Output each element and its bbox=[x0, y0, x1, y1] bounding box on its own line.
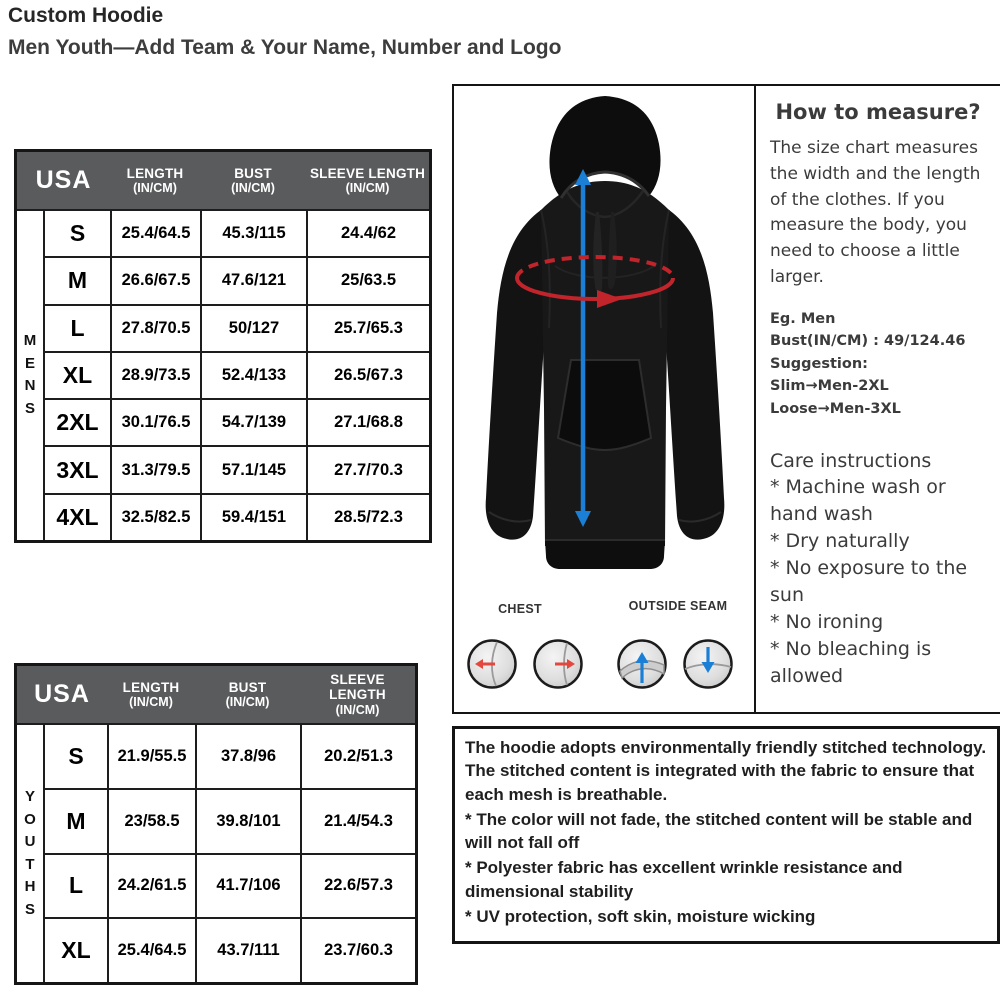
length-cell: 26.6/67.5 bbox=[110, 256, 200, 303]
sleeve-cell: 27.7/70.3 bbox=[306, 445, 429, 492]
suggestion-line: Eg. Men bbox=[770, 310, 836, 327]
length-cell: 25.4/64.5 bbox=[110, 209, 200, 256]
hoodie-measure-panel bbox=[452, 84, 756, 714]
bust-cell: 59.4/151 bbox=[200, 493, 306, 540]
suggestion-line: Suggestion: bbox=[770, 355, 868, 372]
length-cell: 32.5/82.5 bbox=[110, 493, 200, 540]
outside-seam-up-icon bbox=[616, 638, 668, 690]
header-unit: (IN/CM) bbox=[225, 695, 270, 710]
product-description-box bbox=[452, 726, 1000, 944]
size-cell: L bbox=[43, 853, 107, 918]
size-cell: S bbox=[43, 209, 110, 256]
sleeve-cell: 23.7/60.3 bbox=[300, 917, 415, 982]
length-cell: 23/58.5 bbox=[107, 788, 195, 853]
header-label: BUST bbox=[234, 165, 272, 181]
header-label: BUST bbox=[228, 679, 267, 695]
size-cell: 3XL bbox=[43, 445, 110, 492]
group-label-mens: MENS bbox=[17, 209, 43, 540]
size-cell: 4XL bbox=[43, 493, 110, 540]
size-cell: L bbox=[43, 304, 110, 351]
header-unit: (IN/CM) bbox=[345, 181, 390, 196]
chest-measure-left-icon bbox=[466, 638, 518, 690]
header-label: SLEEVE LENGTH bbox=[329, 671, 386, 703]
group-label-youths: YOUTHS bbox=[17, 723, 43, 982]
care-item: * Machine wash or hand wash bbox=[770, 476, 946, 526]
sleeve-cell: 22.6/57.3 bbox=[300, 853, 415, 918]
length-cell: 28.9/73.5 bbox=[110, 351, 200, 398]
header-unit: (IN/CM) bbox=[133, 181, 177, 196]
header-unit: (IN/CM) bbox=[129, 695, 173, 710]
care-item: * No bleaching is allowed bbox=[770, 638, 932, 688]
bust-cell: 43.7/111 bbox=[195, 917, 300, 982]
column-header-usa: USA bbox=[17, 152, 110, 209]
bust-cell: 37.8/96 bbox=[195, 723, 300, 788]
how-to-measure-panel bbox=[756, 84, 1000, 714]
description-paragraph: * The color will not fade, the stitched content will be stable and will not fall off bbox=[465, 809, 973, 853]
header-label: LENGTH bbox=[126, 165, 184, 181]
header-unit: (IN/CM) bbox=[335, 702, 380, 717]
sleeve-cell: 21.4/54.3 bbox=[300, 788, 415, 853]
size-cell: XL bbox=[43, 351, 110, 398]
care-instructions-title: Care instructions bbox=[770, 450, 932, 473]
column-header-usa: USA bbox=[17, 666, 107, 723]
description-paragraph: * UV protection, soft skin, moisture wicking bbox=[465, 906, 816, 926]
length-cell: 25.4/64.5 bbox=[107, 917, 195, 982]
sleeve-cell: 25/63.5 bbox=[306, 256, 429, 303]
how-to-measure-title: How to measure? bbox=[775, 100, 981, 124]
sleeve-cell: 26.5/67.3 bbox=[306, 351, 429, 398]
chest-measure-right-icon bbox=[532, 638, 584, 690]
outside-seam-down-icon bbox=[682, 638, 734, 690]
sleeve-cell: 20.2/51.3 bbox=[300, 723, 415, 788]
sleeve-cell: 25.7/65.3 bbox=[306, 304, 429, 351]
sleeve-cell: 24.4/62 bbox=[306, 209, 429, 256]
size-cell: 2XL bbox=[43, 398, 110, 445]
description-paragraph: The hoodie adopts environmentally friendly stitched technology. The stitched content is integrated with the fabric to ensure that each mesh is breathable. bbox=[465, 738, 987, 804]
column-header-length bbox=[107, 666, 195, 723]
chest-label: CHEST bbox=[498, 602, 542, 616]
length-cell: 30.1/76.5 bbox=[110, 398, 200, 445]
how-to-measure-body: The size chart measures the width and the length of the clothes. If you measure the body, you need to choose a little larger. bbox=[770, 138, 981, 288]
description-paragraph: * Polyester fabric has excellent wrinkle resistance and dimensional stability bbox=[465, 858, 903, 901]
bust-cell: 39.8/101 bbox=[195, 788, 300, 853]
sleeve-cell: 27.1/68.8 bbox=[306, 398, 429, 445]
bust-cell: 47.6/121 bbox=[200, 256, 306, 303]
bust-cell: 57.1/145 bbox=[200, 445, 306, 492]
size-cell: M bbox=[43, 256, 110, 303]
bust-cell: 54.7/139 bbox=[200, 398, 306, 445]
bust-cell: 45.3/115 bbox=[200, 209, 306, 256]
mens-size-chart bbox=[14, 149, 432, 543]
size-cell: S bbox=[43, 723, 107, 788]
column-header-bust bbox=[195, 666, 300, 723]
page-subtitle: Men Youth—Add Team & Your Name, Number and Logo bbox=[8, 36, 562, 59]
page-title: Custom Hoodie bbox=[8, 4, 164, 27]
header-label: LENGTH bbox=[122, 679, 180, 695]
youth-size-chart bbox=[14, 663, 418, 985]
sleeve-cell: 28.5/72.3 bbox=[306, 493, 429, 540]
column-header-sleeve-length bbox=[300, 666, 415, 723]
length-cell: 27.8/70.5 bbox=[110, 304, 200, 351]
suggestion-line: Slim→Men-2XL bbox=[770, 378, 889, 395]
hoodie-product-image bbox=[455, 88, 755, 593]
header-unit: (IN/CM) bbox=[231, 181, 275, 196]
length-cell: 31.3/79.5 bbox=[110, 445, 200, 492]
suggestion-line: Loose→Men-3XL bbox=[770, 400, 901, 417]
bust-cell: 50/127 bbox=[200, 304, 306, 351]
header-label: SLEEVE LENGTH bbox=[309, 165, 426, 181]
column-header-bust bbox=[200, 152, 306, 209]
length-cell: 24.2/61.5 bbox=[107, 853, 195, 918]
care-item: * No ironing bbox=[770, 611, 884, 634]
care-item: * No exposure to the sun bbox=[770, 557, 968, 607]
bust-cell: 41.7/106 bbox=[195, 853, 300, 918]
column-header-length bbox=[110, 152, 200, 209]
bust-cell: 52.4/133 bbox=[200, 351, 306, 398]
size-cell: M bbox=[43, 788, 107, 853]
size-suggestion-block bbox=[770, 308, 992, 420]
outside-seam-label: OUTSIDE SEAM bbox=[628, 599, 728, 613]
suggestion-line: Bust(IN/CM) : 49/124.46 bbox=[770, 333, 966, 350]
care-instructions-list bbox=[770, 474, 990, 690]
care-item: * Dry naturally bbox=[770, 530, 910, 553]
column-header-sleeve-length bbox=[306, 152, 429, 209]
size-cell: XL bbox=[43, 917, 107, 982]
length-cell: 21.9/55.5 bbox=[107, 723, 195, 788]
